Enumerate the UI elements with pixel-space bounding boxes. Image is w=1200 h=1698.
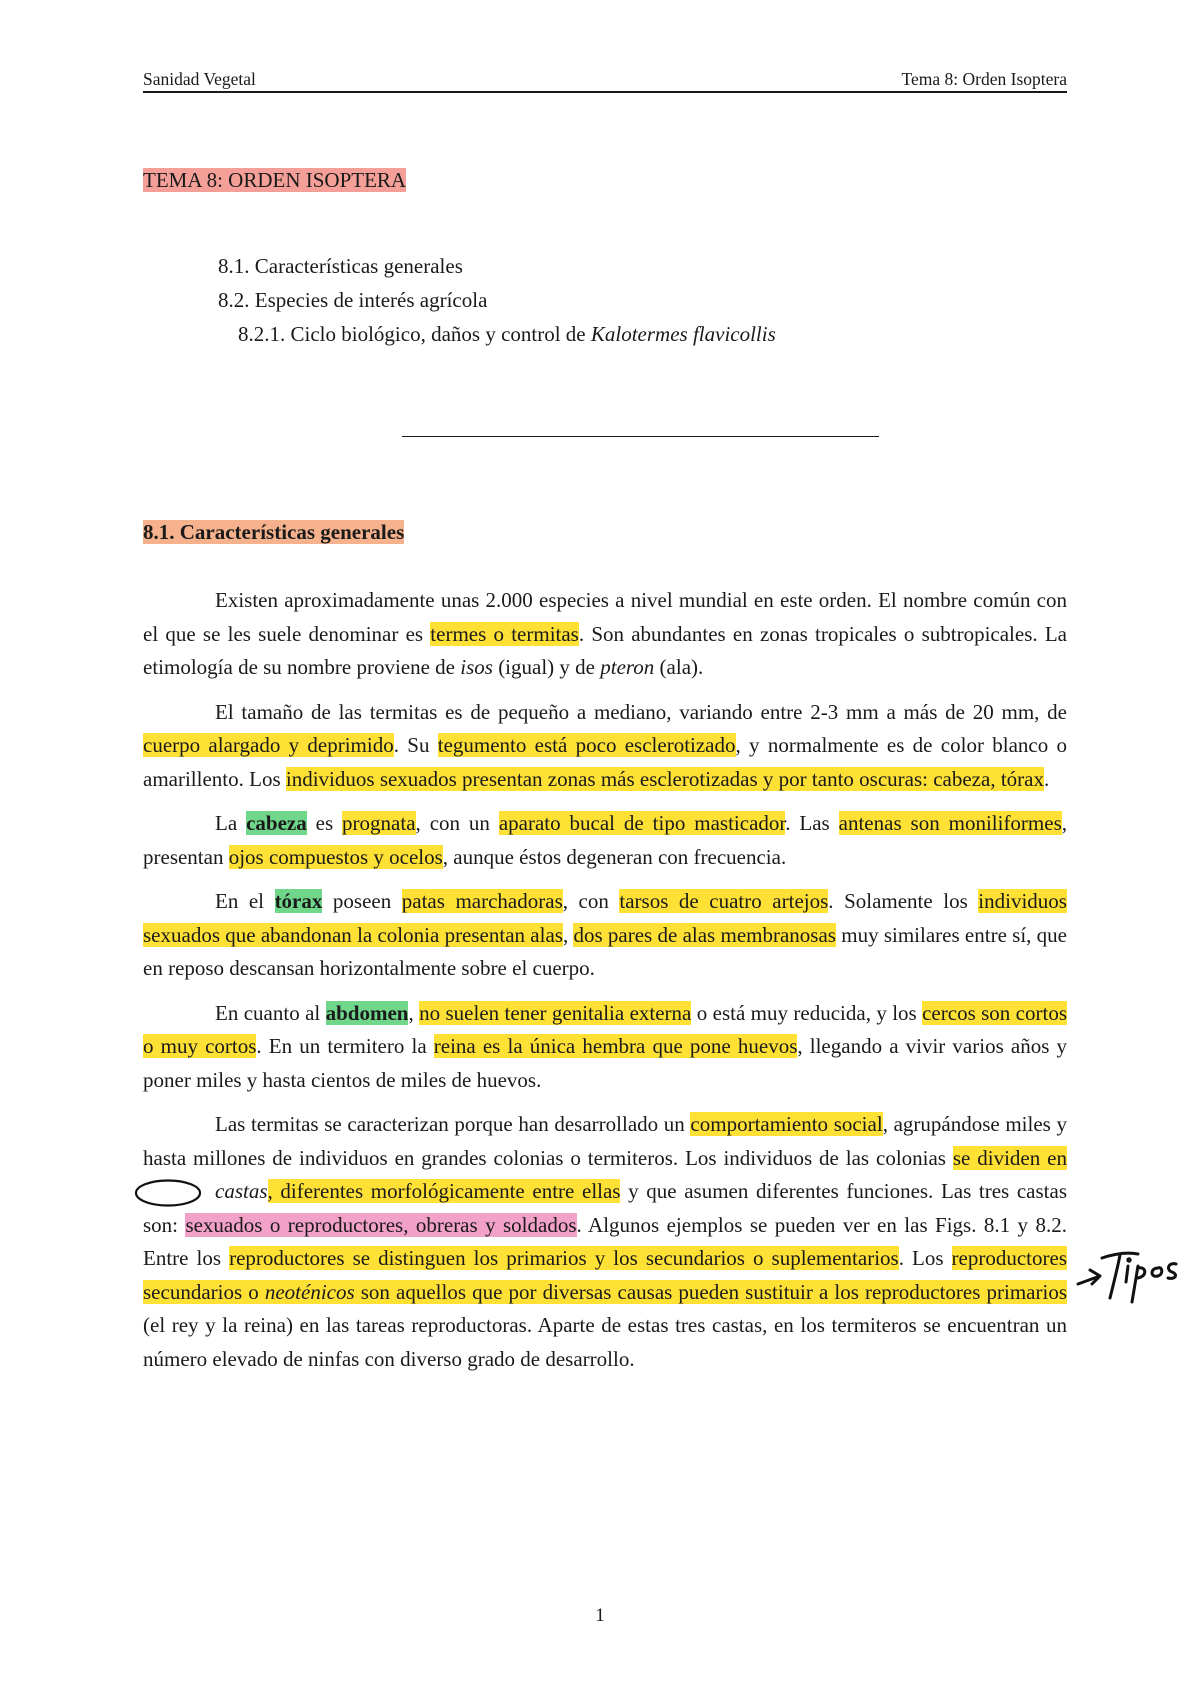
text: El tamaño de las termitas es de pequeño a mediano, variando entre 2-3 mm a más de 20 mm, de (215, 699, 1067, 724)
toc-subitem-text: 8.2.1. Ciclo biológico, daños y control de (238, 322, 591, 346)
text: . Algunos ejemplos se pueden ver en las Figs. 8.1 y 8.2. Entre los (143, 1212, 1067, 1270)
text: poseen (322, 889, 402, 913)
section-heading-text: 8.1. Características generales (143, 520, 405, 544)
green-keyword: tórax (274, 889, 323, 913)
text: (el rey y la reina) en las tareas reproductoras. Aparte de estas tres castas, en los termiteros se encuentran un número elevado de ninfas con diverso grado de desarrollo. (143, 1313, 1067, 1371)
text: , aunque éstos degeneran con frecuencia. (442, 844, 787, 869)
highlight: cercos son cortos o muy cortos (143, 1000, 1068, 1058)
text: . Las (785, 811, 839, 835)
table-of-contents (218, 249, 776, 351)
highlight: dos pares de alas membranosas (573, 922, 836, 947)
highlight: antenas son moniliformes (838, 811, 1062, 835)
header-right: Tema 8: Orden Isoptera (901, 69, 1067, 89)
paragraph (143, 696, 1067, 797)
term: castas (215, 1179, 268, 1203)
text: , (408, 1000, 420, 1025)
text: . Son abundantes en zonas tropicales o subtropicales. La etimología de su nombre proviene de (143, 621, 1067, 679)
highlight: son aquellos que por diversas causas pueden sustituir a los reproductores primarios (354, 1279, 1068, 1304)
highlight: individuos sexuados presentan zonas más esclerotizadas y por tanto oscuras: cabeza, tórax (285, 766, 1044, 791)
species-name: Kalotermes flavicollis (590, 322, 776, 346)
highlight: patas marchadoras (401, 889, 563, 913)
separator-line (402, 436, 879, 437)
paragraph (143, 584, 1067, 685)
highlight: prognata (342, 811, 416, 835)
paragraph (143, 1108, 1067, 1376)
body-text (143, 584, 1067, 1387)
highlight: , diferentes morfológicamente entre ellas (267, 1179, 621, 1203)
title-text: TEMA 8: ORDEN ISOPTERA (143, 168, 407, 192)
text: , presentan (143, 811, 1068, 869)
text: . En un termitero la (256, 1034, 434, 1058)
text: , con un (415, 811, 499, 835)
text: , con (562, 889, 620, 913)
highlight: reproductores secundarios o (143, 1246, 1067, 1304)
text: En el (215, 889, 275, 913)
highlight: se dividen en (952, 1145, 1067, 1170)
text: Las termitas se caracterizan porque han desarrollado un (215, 1112, 691, 1136)
highlight: no suelen tener genitalia externa (419, 1000, 692, 1025)
text: (igual) y de (492, 655, 601, 679)
highlight: reina es la única hembra que pone huevos (433, 1034, 798, 1058)
pen-circle-icon (134, 1178, 202, 1208)
text: (ala). (654, 655, 704, 679)
highlight: tarsos de cuatro artejos (619, 889, 829, 913)
section-heading (143, 520, 404, 545)
text: . Su (393, 733, 438, 757)
highlight: individuos sexuados que abandonan la colonia presentan alas (143, 889, 1067, 947)
term: pteron (600, 655, 655, 679)
text: . (1043, 766, 1050, 791)
text: y que asumen diferentes funciones. Las tres castas son: (143, 1179, 1068, 1237)
page-number: 1 (595, 1605, 605, 1626)
highlight: comportamiento social (690, 1112, 883, 1136)
text: , y normalmente es de color blanco o amarillento. Los (143, 733, 1067, 791)
text: , agrupándose miles y hasta millones de individuos en grandes colonias o termiteros. Los individuos de las colonias (143, 1112, 1067, 1170)
circled-word (143, 1175, 268, 1209)
text: , (562, 922, 574, 947)
toc-item: 8.2. Especies de interés agrícola (218, 288, 488, 312)
toc-item: 8.1. Características generales (218, 254, 463, 278)
page-header (143, 70, 1067, 93)
highlight: ojos compuestos y ocelos (228, 844, 443, 869)
toc-subitem (218, 317, 776, 351)
handwritten-note-icon (1072, 1248, 1184, 1318)
text: . Solamente los (828, 889, 979, 913)
header-left: Sanidad Vegetal (143, 69, 256, 89)
page-title (143, 168, 406, 193)
pink-highlight: sexuados o reproductores, obreras y soldados (185, 1212, 577, 1237)
highlight: cuerpo alargado y deprimido (143, 733, 394, 757)
text: muy similares entre sí, que en reposo descansan horizontalmente sobre el cuerpo. (143, 922, 1068, 980)
text: . Los (898, 1246, 952, 1270)
term: isos (460, 655, 493, 679)
text: o está muy reducida, y los (691, 1000, 923, 1025)
term: neoténicos (264, 1279, 355, 1304)
paragraph (143, 997, 1067, 1098)
highlight: reproductores se distinguen los primarios y los secundarios o suplementarios (229, 1246, 899, 1270)
text: En cuanto al (215, 1000, 326, 1025)
highlight: tegumento está poco esclerotizado (437, 733, 736, 757)
paragraph (143, 885, 1067, 986)
paragraph (143, 807, 1067, 874)
text: , llegando a vivir varios años y poner miles y hasta cientos de miles de huevos. (143, 1034, 1068, 1092)
highlight: termes o termitas (430, 621, 579, 646)
highlight: aparato bucal de tipo masticador (498, 811, 786, 835)
green-keyword: cabeza (246, 811, 307, 835)
text: es (306, 811, 343, 835)
green-keyword: abdomen (325, 1000, 409, 1025)
text: Existen aproximadamente unas 2.000 especies a nivel mundial en este orden. El nombre común con el que se les suele denominar es (143, 588, 1067, 646)
text: La (215, 811, 247, 835)
